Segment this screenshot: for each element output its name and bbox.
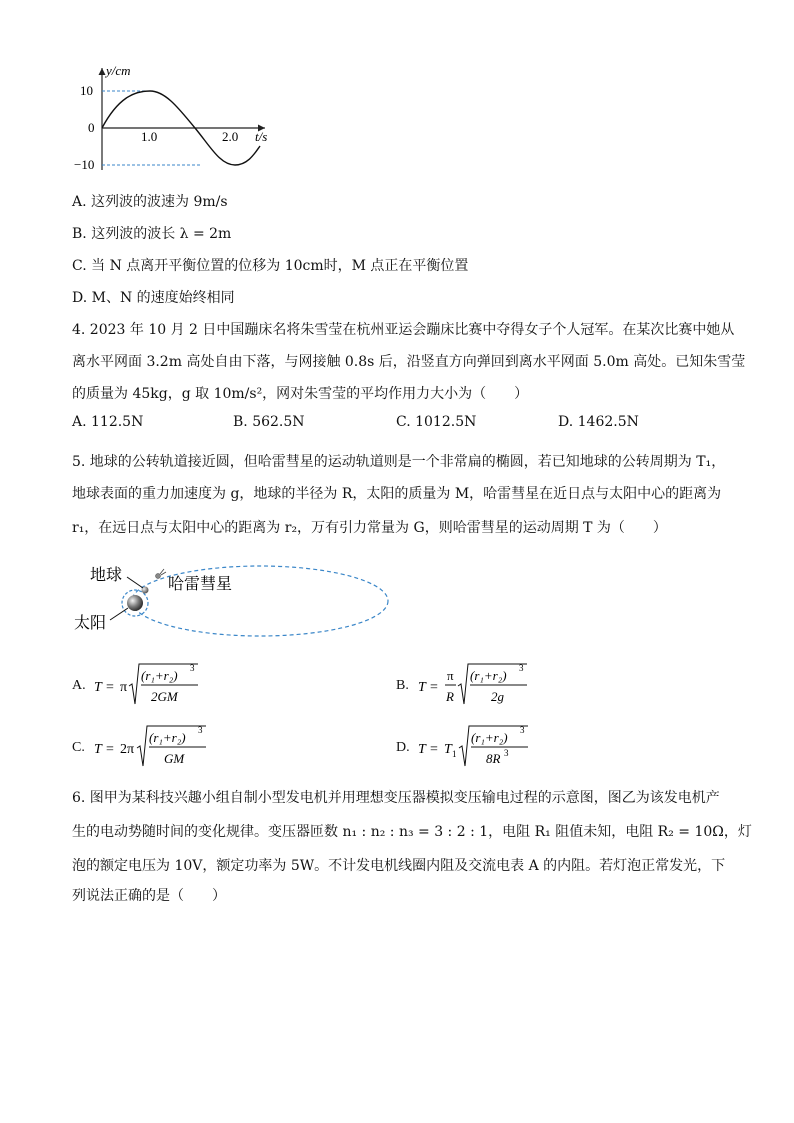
svg-text:3: 3 [519, 663, 524, 673]
tick-label-10: 10 [80, 83, 93, 98]
q5-line-1: 5. 地球的公转轨道接近圆，但哈雷彗星的运动轨道则是一个非常扁的椭圆，若已知地球的公转周期为 T₁， [72, 454, 726, 470]
svg-text:π: π [447, 668, 454, 683]
x-axis-label: t/s [255, 129, 268, 144]
svg-text:1: 1 [452, 749, 457, 759]
earth-label: 地球 [90, 565, 123, 584]
q4-line-1: 4. 2023 年 10 月 2 日中国蹦床名将朱雪莹在杭州亚运会蹦床比赛中夺得女子个人冠军。在某次比赛中她从 [72, 322, 735, 338]
q4-line-3: 的质量为 45kg，g 取 10m/s²，网对朱雪莹的平均作用力大小为（ ） [72, 386, 529, 402]
svg-text:(r₁+r₂): (r₁+r₂) [470, 668, 507, 683]
q5-line-2: 地球表面的重力加速度为 g，地球的半径为 R，太阳的质量为 M，哈雷彗星在近日点与太阳中心的距离为 [72, 486, 722, 502]
comet-icon [156, 574, 161, 579]
svg-text:(r₁+r₂): (r₁+r₂) [149, 730, 186, 745]
tick-label-2: 2.0 [222, 129, 239, 144]
wave-graph [60, 58, 290, 178]
svg-text:(r₁+r₂): (r₁+r₂) [471, 730, 508, 745]
formula-d [418, 722, 543, 772]
svg-text:R: R [446, 689, 454, 704]
q4-option-b: B. 562.5N [233, 414, 305, 430]
q3-option-b: B. 这列波的波长 λ = 2m [72, 226, 232, 242]
svg-text:=: = [430, 680, 438, 695]
comet-label: 哈雷彗星 [168, 574, 233, 593]
svg-text:2g: 2g [491, 689, 504, 704]
q4-option-c: C. 1012.5N [396, 414, 477, 430]
svg-text:2GM: 2GM [151, 689, 178, 704]
svg-text:8R: 8R [486, 751, 501, 766]
sun-icon [127, 595, 143, 611]
q4-option-a: A. 112.5N [72, 414, 144, 430]
svg-text:=: = [106, 742, 114, 757]
formula-c [94, 722, 219, 772]
q6-line-1: 6. 图甲为某科技兴趣小组自制小型发电机并用理想变压器模拟变压输电过程的示意图，图乙为该发电机产 [72, 790, 720, 806]
formula-a [94, 660, 214, 710]
tick-label-0: 0 [88, 120, 95, 135]
svg-text:2π: 2π [120, 742, 135, 757]
svg-text:3: 3 [198, 725, 203, 735]
svg-text:T: T [418, 680, 426, 695]
svg-text:T: T [444, 742, 452, 757]
q3-option-a: A. 这列波的波速为 9m/s [72, 194, 228, 210]
svg-text:=: = [106, 680, 114, 695]
svg-text:(r₁+r₂): (r₁+r₂) [141, 668, 178, 683]
tick-label-1: 1.0 [141, 129, 158, 144]
q4-line-2: 离水平网面 3.2m 高处自由下落，与网接触 0.8s 后，沿竖直方向弹回到离水平网面 5.0m 高处。已知朱雪莹 [72, 354, 746, 370]
tick-label-neg10: −10 [74, 157, 95, 172]
formula-b [418, 660, 538, 710]
svg-text:GM: GM [164, 751, 185, 766]
q6-line-4: 列说法正确的是（ ） [72, 888, 226, 904]
svg-text:T: T [94, 742, 102, 757]
orbit-diagram [72, 552, 392, 642]
svg-text:T: T [418, 742, 426, 757]
svg-text:π: π [120, 680, 128, 695]
sun-label: 太阳 [74, 613, 107, 632]
q3-option-d: D. M、N 的速度始终相同 [72, 290, 235, 306]
svg-text:3: 3 [520, 725, 525, 735]
svg-text:T: T [94, 680, 102, 695]
svg-text:3: 3 [504, 748, 509, 758]
q6-line-2: 生的电动势随时间的变化规律。变压器匝数 n₁ : n₂ : n₃ = 3 : 2 : 1，电阻 R₁ 阻值未知，电阻 R₂ = 10Ω，灯 [72, 824, 752, 840]
q4-option-d: D. 1462.5N [558, 414, 639, 430]
y-axis-label: y/cm [106, 63, 131, 78]
q3-option-c: C. 当 N 点离开平衡位置的位移为 10cm时，M 点正在平衡位置 [72, 258, 469, 274]
svg-text:3: 3 [190, 663, 195, 673]
q6-line-3: 泡的额定电压为 10V，额定功率为 5W。不计发电机线圈内阻及交流电表 A 的内阻。若灯泡正常发光，下 [72, 858, 726, 874]
svg-text:=: = [430, 742, 438, 757]
q5-line-3: r₁，在远日点与太阳中心的距离为 r₂，万有引力常量为 G，则哈雷彗星的运动周期 T 为（ ） [72, 520, 667, 536]
